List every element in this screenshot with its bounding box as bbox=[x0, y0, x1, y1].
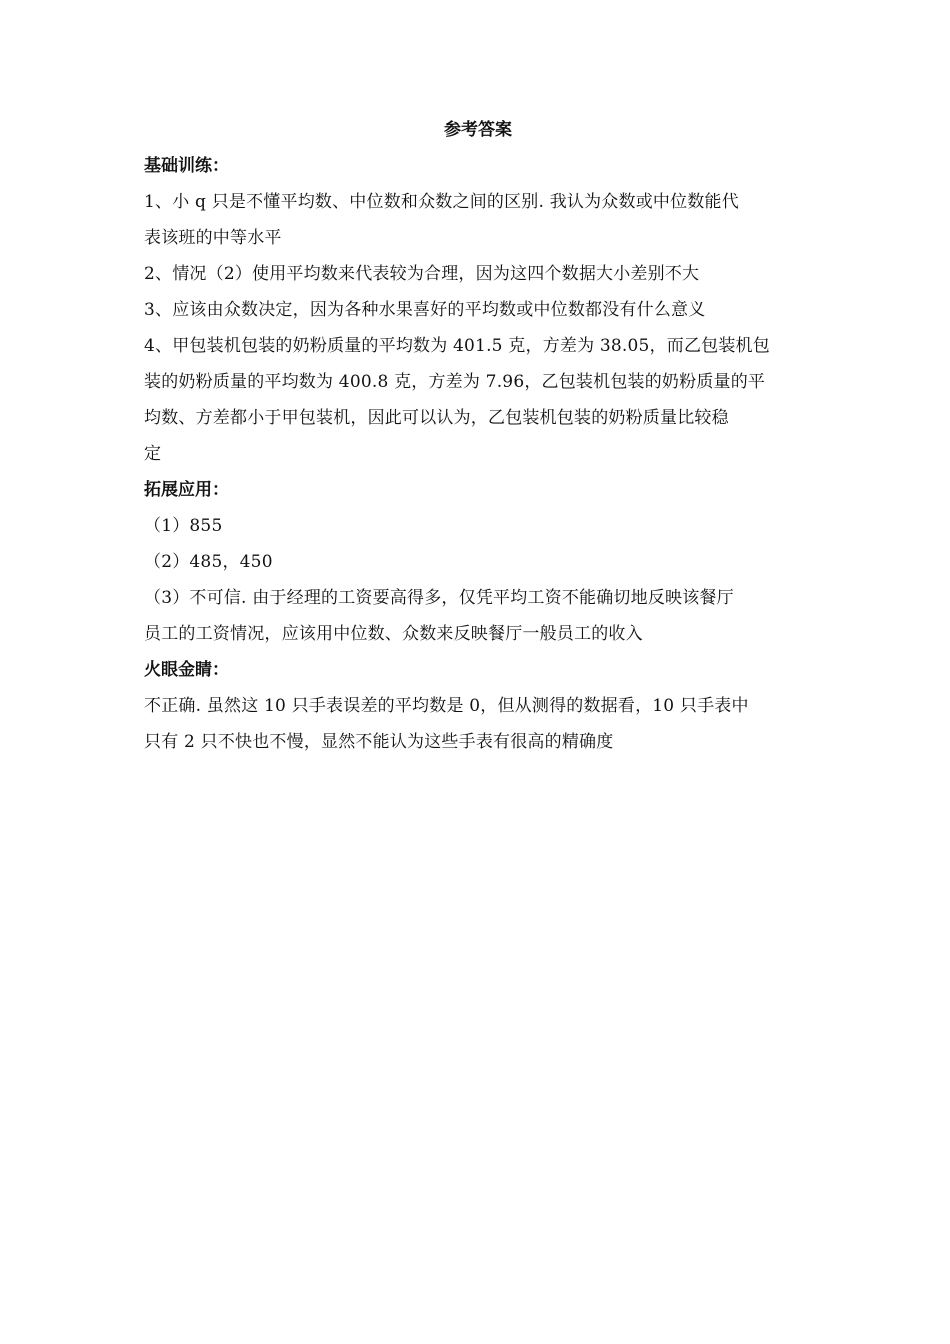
text-line: 不正确. 虽然这 10 只手表误差的平均数是 0，但从测得的数据看，10 只手表中 bbox=[144, 696, 749, 716]
answer-paragraph bbox=[144, 580, 812, 652]
answer-paragraph bbox=[144, 328, 812, 472]
answer-page bbox=[144, 112, 812, 760]
text-line: 均数、方差都小于甲包装机，因此可以认为，乙包装机包装的奶粉质量比较稳 bbox=[144, 408, 729, 428]
answer-paragraph bbox=[144, 688, 812, 760]
text-line: 1、小 q 只是不懂平均数、中位数和众数之间的区别. 我认为众数或中位数能代 bbox=[144, 192, 739, 212]
text-line: 3、应该由众数决定，因为各种水果喜好的平均数或中位数都没有什么意义 bbox=[144, 300, 706, 320]
section-basic-training bbox=[144, 148, 812, 472]
section-heading: 拓展应用： bbox=[144, 480, 229, 500]
answer-paragraph bbox=[144, 184, 812, 256]
answer-paragraph bbox=[144, 544, 812, 580]
section-extended-application bbox=[144, 472, 812, 652]
section-heading: 火眼金睛： bbox=[144, 660, 229, 680]
text-line: 定 bbox=[144, 444, 162, 464]
answer-paragraph bbox=[144, 292, 812, 328]
page-title: 参考答案 bbox=[444, 120, 512, 140]
text-line: 只有 2 只不快也不慢，显然不能认为这些手表有很高的精确度 bbox=[144, 732, 614, 752]
text-line: （3）不可信. 由于经理的工资要高得多，仅凭平均工资不能确切地反映该餐厅 bbox=[144, 588, 734, 608]
text-line: 装的奶粉质量的平均数为 400.8 克，方差为 7.96，乙包装机包装的奶粉质量的平 bbox=[144, 372, 766, 392]
section-sharp-eyes bbox=[144, 652, 812, 760]
text-line: 4、甲包装机包装的奶粉质量的平均数为 401.5 克，方差为 38.05，而乙包装机包 bbox=[144, 336, 770, 356]
section-heading: 基础训练： bbox=[144, 156, 229, 176]
answer-paragraph bbox=[144, 508, 812, 544]
text-line: （1）855 bbox=[144, 516, 223, 536]
text-line: 表该班的中等水平 bbox=[144, 228, 282, 248]
text-line: 2、情况（2）使用平均数来代表较为合理，因为这四个数据大小差别不大 bbox=[144, 264, 700, 284]
text-line: （2）485，450 bbox=[144, 552, 273, 572]
text-line: 员工的工资情况，应该用中位数、众数来反映餐厅一般员工的收入 bbox=[144, 624, 643, 644]
answer-paragraph bbox=[144, 256, 812, 292]
